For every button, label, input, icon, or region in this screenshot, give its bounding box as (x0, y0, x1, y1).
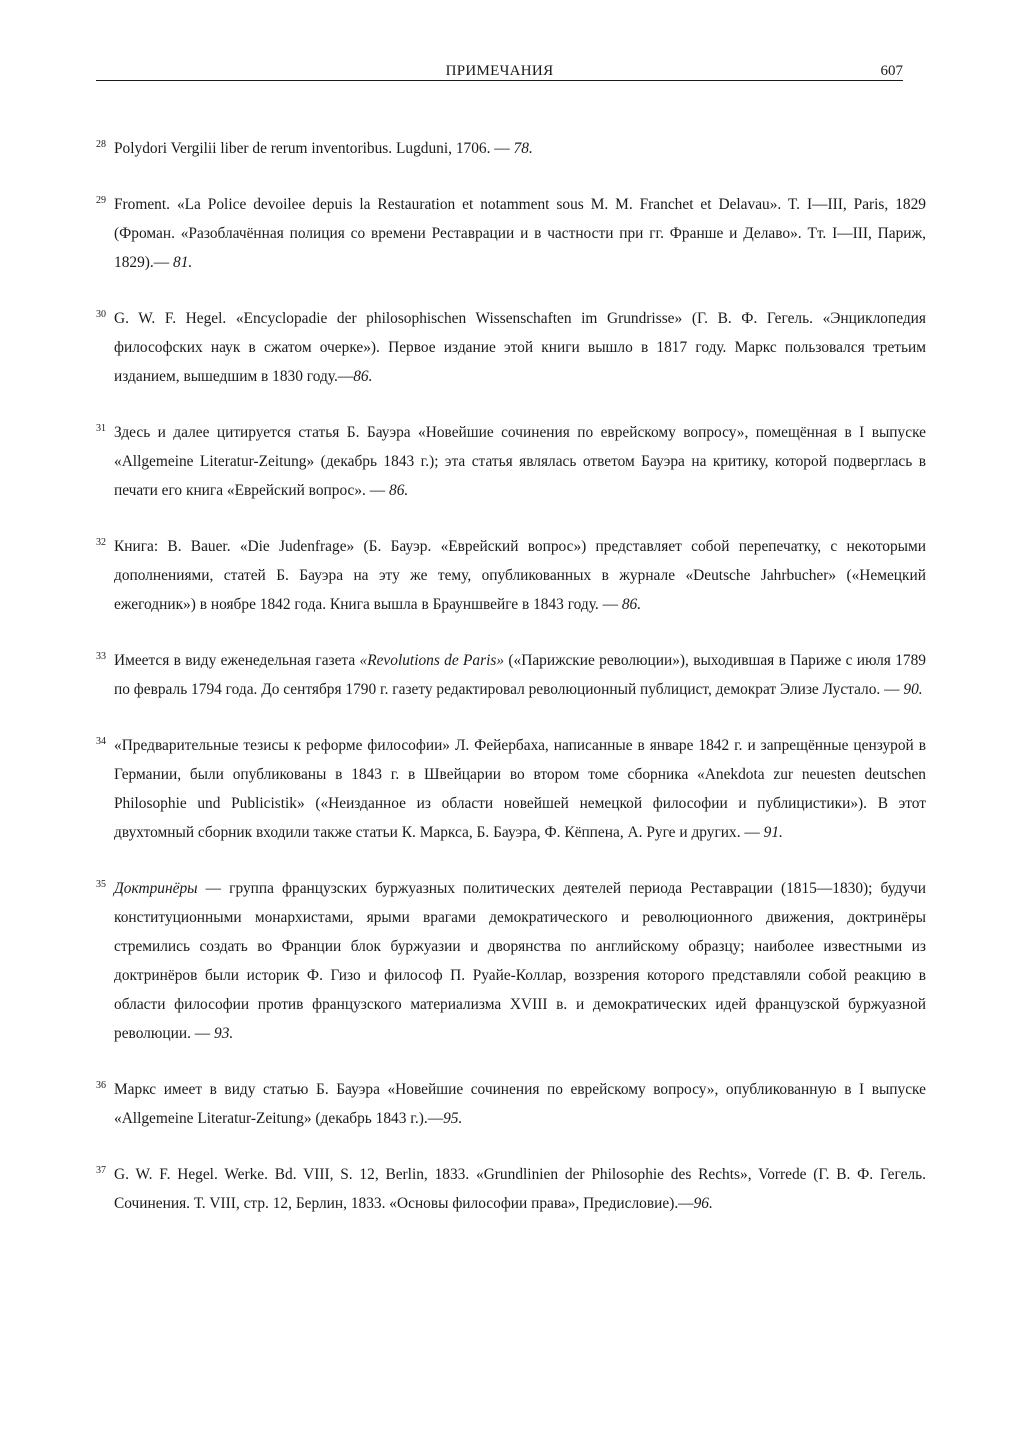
note-number: 29 (96, 195, 106, 206)
note-number: 37 (96, 1165, 106, 1176)
note-number: 28 (96, 139, 106, 150)
note-page-reference: 81. (173, 254, 193, 271)
note-italic-text: Доктринёры (114, 880, 198, 897)
note-text: Книга: В. Bauer. «Die Judenfrage» (Б. Бауэр. «Еврейский вопрос») представляет собой перепечатку, с некоторыми дополнениями, статей Б. Бауэра на эту же тему, опубликованных в журнале «Deutsche Jahrbucher» («Немецкий ежегодник») в ноябре 1842 года. Книга вышла в Брауншвейге в 1843 году. — (114, 538, 926, 613)
note-italic-text: «Revolutions de Paris» (359, 652, 505, 669)
note-item (96, 1156, 926, 1218)
note-page-reference: 86. (353, 368, 373, 385)
note-page-reference: 93. (214, 1025, 234, 1042)
note-item (96, 727, 926, 847)
note-item (96, 414, 926, 505)
note-text: Маркс имеет в виду статью Б. Бауэра «Новейшие сочинения по еврейскому вопросу», опубликованную в I выпуске «Allgemeine Literatur-Zeitung» (декабрь 1843 г.).— (114, 1081, 926, 1127)
note-item (96, 528, 926, 619)
note-text: — группа французских буржуазных политических деятелей периода Реставрации (1815—1830); будучи конституционными монархистами, ярыми врагами демократического и революционного движения, доктринёры стремились создать во Франции блок буржуазии и дворянства по английскому образцу; наиболее известными из доктринёров были историк Ф. Гизо и философ П. Руайе-Коллар, воззрения которого представляли собой реакцию в области философии против французского материализма XVIII в. и демократических идей французской буржуазной революции. — (114, 880, 926, 1042)
note-text: G. W. F. Hegel. Werke. Bd. VIII, S. 12, Berlin, 1833. «Grundlinien der Philosophie des Rechts», Vorrede (Г. В. Ф. Гегель. Сочинения. Т. VIII, стр. 12, Берлин, 1833. «Основы философии права», Предисловие).— (114, 1166, 926, 1212)
note-page-reference: 96. (693, 1195, 713, 1212)
note-number: 32 (96, 537, 106, 548)
note-text: Froment. «La Police devoilee depuis la Restauration et notamment sous M. M. Franchet et Delavau». T. I—III, Paris, 1829 (Фроман. «Разоблачённая полиция со времени Реставрации и в частности при гг. Франше и Делаво». Тт. I—III, Париж, 1829).— (114, 196, 926, 271)
note-text: Здесь и далее цитируется статья Б. Бауэра «Новейшие сочинения по еврейскому вопросу», помещённая в I выпуске «Allgemeine Literatur-Zeitung» (декабрь 1843 г.); эта статья являлась ответом Бауэра на критику, которой подверглась в печати его книга «Еврейский вопрос». — (114, 424, 926, 499)
page-number: 607 (880, 63, 903, 79)
note-number: 33 (96, 651, 106, 662)
note-page-reference: 91. (763, 824, 783, 841)
note-text: Имеется в виду еженедельная газета (114, 652, 360, 669)
note-text: Polydori Vergilii liber de rerum inventoribus. Lugduni, 1706. — (114, 140, 514, 157)
note-item (96, 642, 926, 704)
note-item (96, 1071, 926, 1133)
note-page-reference: 86. (621, 596, 642, 613)
note-page-reference: 95. (443, 1110, 463, 1127)
note-text: G. W. F. Hegel. «Encyclopadie der philosophischen Wissenschaften im Grundrisse» (Г. В. Ф. Гегель. «Энциклопедия философских наук в сжатом очерке»). Первое издание этой книги вышло в 1817 году. Маркс пользовался третьим изданием, вышедшим в 1830 году.— (114, 310, 926, 385)
running-header (96, 62, 903, 81)
note-item (96, 130, 926, 163)
note-number: 36 (96, 1080, 106, 1091)
note-page-reference: 90. (903, 681, 923, 698)
note-number: 34 (96, 736, 106, 747)
page-title: ПРИМЕЧАНИЯ (445, 63, 554, 79)
note-page-reference: 78. (513, 140, 533, 157)
notes-list (96, 130, 926, 1241)
note-page-reference: 86. (389, 482, 409, 499)
note-text: («Парижские революции»), выходившая в Париже с июля 1789 по февраль 1794 года. До сентября 1790 г. газету редактировал революционный публицист, демократ Элизе Лустало. — (114, 652, 926, 698)
note-number: 35 (96, 879, 106, 890)
note-number: 31 (96, 423, 106, 434)
note-text: «Предварительные тезисы к реформе философии» Л. Фейербаха, написанные в январе 1842 г. и запрещённые цензурой в Германии, были опубликованы в 1843 г. в Швейцарии во втором томе сборника «Anekdota zur neuesten deutschen Philosophie und Publicistik» («Неизданное из области новейшей немецкой философии и публицистики»). В этот двухтомный сборник входили также статьи К. Маркса, Б. Бауэра, Ф. Кёппена, А. Руге и других. — (114, 737, 926, 841)
note-number: 30 (96, 309, 106, 320)
note-item (96, 300, 926, 391)
note-item (96, 186, 926, 277)
note-item (96, 870, 926, 1048)
